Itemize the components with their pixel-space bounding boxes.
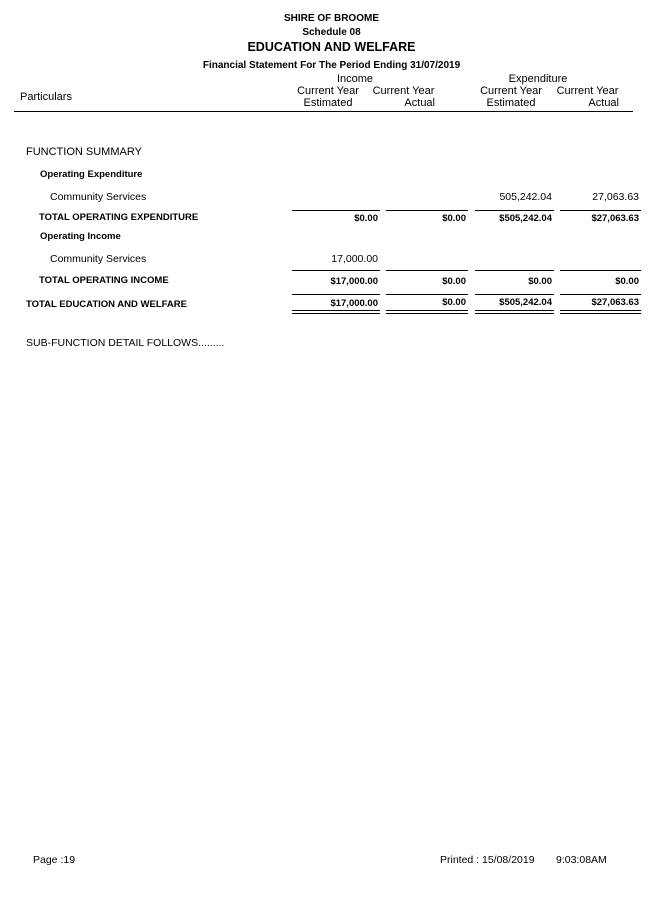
cell-exp-community-exp-act: 27,063.63 — [592, 191, 639, 203]
income-group-header: Income — [336, 73, 374, 85]
rule-total-exp-col3 — [475, 210, 554, 211]
cell-inc-community-inc-est: 17,000.00 — [331, 253, 378, 265]
operating-expenditure-heading: Operating Expenditure — [40, 169, 143, 180]
rule-total-inc-col4 — [560, 270, 641, 271]
row-label-total-edu: TOTAL EDUCATION AND WELFARE — [26, 299, 187, 310]
cell-total-inc-inc-est: $17,000.00 — [330, 276, 378, 287]
col-expenditure-estimated — [473, 85, 549, 109]
col-income-actual-line2: Actual — [404, 97, 435, 109]
schedule-label: Schedule 08 — [302, 27, 361, 38]
rule-total-edu-col2 — [386, 294, 468, 295]
cell-total-inc-inc-act: $0.00 — [442, 276, 466, 287]
cell-total-edu-inc-est: $17,000.00 — [330, 298, 378, 309]
col-expenditure-estimated-line2: Estimated — [486, 97, 536, 109]
cell-exp-community-exp-est: 505,242.04 — [499, 191, 552, 203]
printed-label: Printed : — [440, 854, 480, 866]
cell-total-edu-exp-est: $505,242.04 — [499, 297, 552, 308]
col-income-actual-line1: Current Year — [372, 85, 435, 97]
period-subtitle: Financial Statement For The Period Ending 31/07/2019 — [202, 60, 461, 71]
col-income-estimated-line1: Current Year — [297, 85, 359, 97]
col-expenditure-actual-line1: Current Year — [556, 85, 619, 97]
cell-total-inc-exp-act: $0.00 — [615, 276, 639, 287]
page-title: EDUCATION AND WELFARE — [247, 40, 416, 54]
row-label-total-inc: TOTAL OPERATING INCOME — [39, 275, 169, 286]
row-label-exp-community: Community Services — [50, 191, 147, 203]
org-name: SHIRE OF BROOME — [283, 13, 379, 24]
col-income-estimated-line2: Estimated — [303, 97, 353, 109]
cell-total-exp-inc-est: $0.00 — [354, 213, 378, 224]
rule-total-exp-col2 — [386, 210, 468, 211]
cell-total-inc-exp-est: $0.00 — [528, 276, 552, 287]
printed-time: 9:03:08AM — [556, 854, 607, 866]
double-rule-col4 — [560, 310, 641, 314]
cell-total-edu-exp-act: $27,063.63 — [591, 297, 639, 308]
cell-total-exp-inc-act: $0.00 — [442, 213, 466, 224]
rule-total-exp-col4 — [560, 210, 641, 211]
rule-total-edu-col1 — [292, 294, 380, 295]
expenditure-group-header: Expenditure — [508, 73, 568, 85]
double-rule-col2 — [386, 310, 468, 314]
function-summary-heading: FUNCTION SUMMARY — [26, 146, 142, 158]
cell-total-exp-exp-act: $27,063.63 — [591, 213, 639, 224]
col-income-estimated — [290, 85, 366, 109]
particulars-header: Particulars — [20, 91, 72, 103]
rule-total-edu-col3 — [475, 294, 554, 295]
row-label-inc-community: Community Services — [50, 253, 147, 265]
cell-total-edu-inc-act: $0.00 — [442, 297, 466, 308]
col-expenditure-actual-line2: Actual — [588, 97, 619, 109]
col-income-actual — [372, 85, 435, 109]
double-rule-col3 — [475, 310, 554, 314]
row-label-total-exp: TOTAL OPERATING EXPENDITURE — [39, 212, 199, 223]
rule-total-inc-col3 — [475, 270, 554, 271]
cell-total-exp-exp-est: $505,242.04 — [499, 213, 552, 224]
rule-total-inc-col2 — [386, 270, 468, 271]
rule-total-inc-col1 — [292, 270, 380, 271]
rule-total-edu-col4 — [560, 294, 641, 295]
header-rule — [14, 111, 633, 112]
rule-total-exp-col1 — [292, 210, 380, 211]
col-expenditure-actual — [556, 85, 619, 109]
col-expenditure-estimated-line1: Current Year — [480, 85, 542, 97]
sub-function-note: SUB-FUNCTION DETAIL FOLLOWS......... — [26, 337, 225, 349]
double-rule-col1 — [292, 310, 380, 314]
operating-income-heading: Operating Income — [40, 231, 121, 242]
printed-date: 15/08/2019 — [482, 854, 535, 866]
page-number: Page :19 — [33, 854, 76, 866]
